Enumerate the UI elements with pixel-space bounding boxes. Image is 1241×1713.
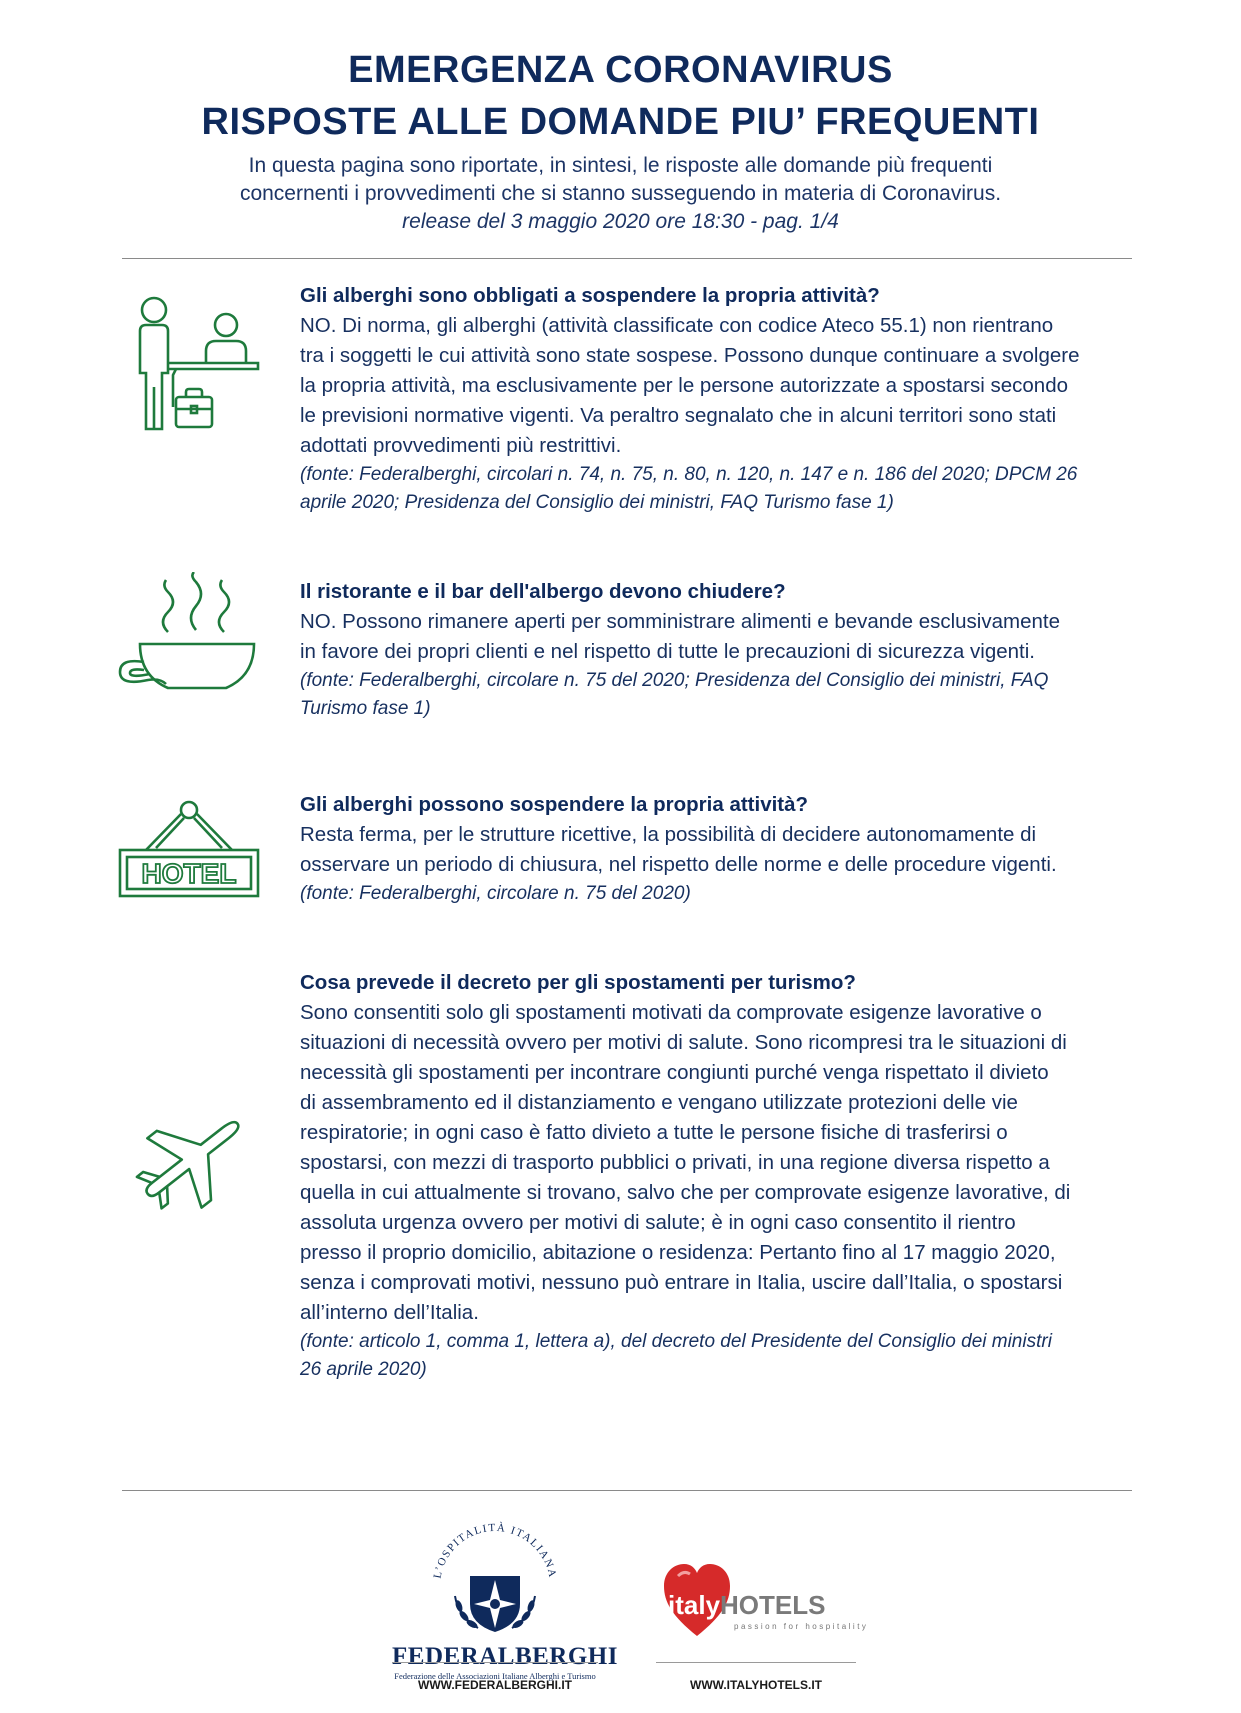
- faq-source-3: [300, 880, 1130, 908]
- answer-line: le previsioni normative vigenti. Va peraltro segnalato che in alcuni territori sono stati: [300, 404, 1057, 427]
- footer-divider: [122, 1490, 1132, 1491]
- answer-line: adottati provvedimenti più restrittivi.: [300, 434, 622, 457]
- italyhotels-word-hotels: HOTELS: [720, 1590, 826, 1620]
- faq-question-4: Cosa prevede il decreto per gli spostamenti per turismo?: [300, 971, 856, 994]
- federalberghi-divider: [392, 1662, 598, 1663]
- faq-question-3: Gli alberghi possono sospendere la propria attività?: [300, 793, 809, 816]
- release-info: release del 3 maggio 2020 ore 18:30 - pag. 1/4: [402, 210, 839, 233]
- answer-line: presso il proprio domicilio, abitazione o residenza: Pertanto fino al 17 maggio 2020,: [300, 1241, 1056, 1264]
- italyhotels-tagline: passion for hospitality: [734, 1622, 869, 1631]
- federalberghi-link[interactable]: WWW.FEDERALBERGHI.IT: [418, 1678, 572, 1692]
- answer-line: NO. Possono rimanere aperti per somministrare alimenti e bevande esclusivamente: [300, 610, 1060, 633]
- source-line: aprile 2020; Presidenza del Consiglio dei ministri, FAQ Turismo fase 1): [300, 492, 894, 513]
- hot-cup-icon: [116, 572, 266, 699]
- answer-line: spostarsi, con mezzi di trasporto pubblici o privati, in una regione diversa rispetto a: [300, 1151, 1050, 1174]
- faq-answer-2: [300, 607, 1130, 667]
- answer-line: NO. Di norma, gli alberghi (attività classificate con codice Ateco 55.1) non rientrano: [300, 314, 1054, 337]
- page-title-line1: EMERGENZA CORONAVIRUS: [348, 49, 893, 91]
- answer-line: in favore dei propri clienti e nel rispetto di tutte le precauzioni di sicurezza vigenti.: [300, 640, 1035, 663]
- faq-section-3: [300, 790, 1130, 908]
- source-line: Turismo fase 1): [300, 698, 431, 719]
- intro-line1: In questa pagina sono riportate, in sintesi, le risposte alle domande più frequenti: [248, 154, 993, 177]
- faq-source-1: [300, 461, 1130, 517]
- answer-line: respiratorie; in ogni caso è fatto divieto a tutte le persone fisiche di trasferirsi o: [300, 1121, 1008, 1144]
- answer-line: situazioni di necessità ovvero per motivi di salute. Sono ricompresi tra le situazioni di: [300, 1031, 1067, 1054]
- source-line: (fonte: Federalberghi, circolari n. 74, n. 75, n. 80, n. 120, n. 147 e n. 186 del 2020; DPCM 26: [300, 464, 1078, 485]
- italyhotels-logo: [656, 1560, 869, 1640]
- hotel-sign-text: HOTEL: [141, 858, 237, 889]
- faq-section-1: [300, 281, 1130, 517]
- answer-line: Resta ferma, per le strutture ricettive, la possibilità di decidere autonomamente di: [300, 823, 1037, 846]
- hotel-reception-icon: [118, 295, 268, 440]
- faq-section-2: [300, 577, 1130, 723]
- page-title-line2: RISPOSTE ALLE DOMANDE PIU’ FREQUENTI: [201, 101, 1040, 143]
- italyhotels-word-italy: italy: [668, 1590, 721, 1620]
- page-header: [0, 44, 1241, 236]
- airplane-icon: [126, 1096, 256, 1229]
- federalberghi-subtitle: Federazione delle Associazioni Italiane Alberghi e Turismo: [394, 1671, 596, 1681]
- faq-section-4: [300, 968, 1130, 1384]
- federalberghi-logo: [392, 1508, 618, 1681]
- answer-line: osservare un periodo di chiusura, nel rispetto delle norme e delle procedure vigenti.: [300, 853, 1057, 876]
- intro-line2: concernenti i provvedimenti che si stanno susseguendo in materia di Coronavirus.: [239, 182, 1002, 205]
- faq-answer-3: [300, 820, 1130, 880]
- faq-source-2: [300, 667, 1130, 723]
- source-line: (fonte: articolo 1, comma 1, lettera a), del decreto del Presidente del Consiglio dei ministri: [300, 1331, 1052, 1352]
- source-line: (fonte: Federalberghi, circolare n. 75 del 2020): [300, 883, 691, 904]
- answer-line: quella in cui attualmente si trovano, salvo che per comprovate esigenze lavorative, di: [300, 1181, 1071, 1204]
- faq-question-2: Il ristorante e il bar dell'albergo devono chiudere?: [300, 580, 786, 603]
- federalberghi-name: FEDERALBERGHI: [392, 1643, 618, 1670]
- answer-line: necessità gli spostamenti per incontrare congiunti purché venga rispettato il divieto: [300, 1061, 1049, 1084]
- svg-text:L’OSPITALITÀ ITALIANA: L’OSPITALITÀ ITALIANA: [431, 1521, 559, 1580]
- answer-line: assoluta urgenza ovvero per motivi di salute; è in ogni caso consentito il rientro: [300, 1211, 1016, 1234]
- intro-text: [0, 152, 1241, 236]
- italyhotels-divider: [656, 1662, 856, 1663]
- answer-line: la propria attività, ma esclusivamente per le persone autorizzate a spostarsi secondo: [300, 374, 1069, 397]
- italyhotels-wordmark: [668, 1590, 825, 1621]
- header-divider: [122, 258, 1132, 259]
- answer-line: Sono consentiti solo gli spostamenti motivati da comprovate esigenze lavorative o: [300, 1001, 1042, 1024]
- faq-question-1: Gli alberghi sono obbligati a sospendere la propria attività?: [300, 284, 880, 307]
- answer-line: tra i soggetti le cui attività sono state sospese. Possono dunque continuare a svolgere: [300, 344, 1080, 367]
- italyhotels-link[interactable]: WWW.ITALYHOTELS.IT: [690, 1678, 822, 1692]
- faq-answer-4: [300, 998, 1130, 1328]
- source-line: 26 aprile 2020): [300, 1359, 427, 1380]
- hotel-sign-icon: [118, 798, 260, 903]
- federalberghi-emblem-icon: [392, 1508, 598, 1638]
- answer-line: all’interno dell’Italia.: [300, 1301, 479, 1324]
- answer-line: di assembramento ed il distanziamento e vengano utilizzate protezioni delle vie: [300, 1091, 1018, 1114]
- source-line: (fonte: Federalberghi, circolare n. 75 del 2020; Presidenza del Consiglio dei ministri, FAQ: [300, 670, 1049, 691]
- faq-source-4: [300, 1328, 1130, 1384]
- faq-answer-1: [300, 311, 1130, 461]
- answer-line: senza i comprovati motivi, nessuno può entrare in Italia, uscire dall’Italia, o spostarsi: [300, 1271, 1063, 1294]
